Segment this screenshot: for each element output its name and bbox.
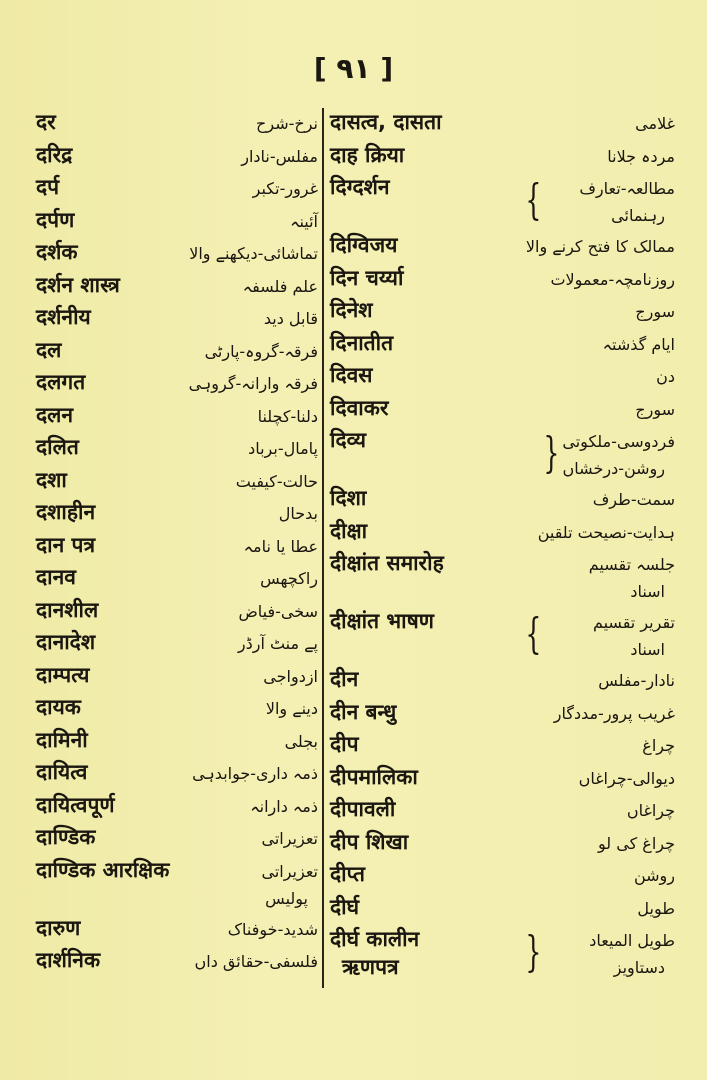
urdu-meaning: قابل دید	[263, 309, 318, 328]
urdu-meaning: حالت-کیفیت	[235, 471, 318, 491]
urdu-meaning: فردوسی-ملکوتی	[562, 432, 675, 451]
hindi-headword: दीक्षांत समारोह	[330, 551, 444, 575]
urdu-meaning: علم فلسفہ	[242, 276, 318, 296]
dictionary-entry	[36, 531, 318, 564]
hindi-headword: दिनेश	[330, 298, 373, 322]
urdu-meaning: غلامی	[635, 114, 675, 133]
hindi-headword: दानादेश	[36, 630, 96, 654]
dictionary-entry	[330, 665, 675, 698]
urdu-meaning: ممالک کا فتح کرنے والا	[525, 237, 675, 256]
dictionary-entry	[36, 141, 318, 174]
urdu-meaning: فرقہ وارانہ-گروہی	[188, 374, 318, 393]
dictionary-entry	[36, 726, 318, 759]
urdu-meaning: مفلس-نادار	[241, 146, 318, 166]
brace-icon: }	[525, 927, 542, 976]
urdu-meaning-continued: رہنمائی	[611, 206, 665, 225]
hindi-headword: दिशा	[330, 486, 367, 510]
hindi-headword: दर्प	[36, 175, 60, 199]
hindi-headword: दानशील	[36, 597, 99, 622]
dictionary-entry	[36, 914, 318, 947]
hindi-headword: दिवाकर	[330, 395, 389, 420]
urdu-meaning: نادار-مفلس	[598, 671, 675, 690]
dictionary-entry	[36, 823, 318, 856]
brace-icon: }	[543, 428, 560, 477]
urdu-meaning: روزنامچہ-معمولات	[550, 269, 675, 289]
urdu-meaning: سورج	[635, 302, 675, 321]
urdu-meaning: دلنا-کچلنا	[257, 406, 318, 426]
dictionary-entry	[36, 856, 318, 914]
urdu-meaning: تعزیراتی	[261, 829, 318, 848]
hindi-headword: दर्शक	[36, 240, 78, 264]
urdu-meaning: سمت-طرف	[592, 490, 675, 509]
urdu-meaning: روشن	[633, 866, 675, 885]
hindi-headword: दायित्व	[36, 760, 88, 784]
dictionary-entry	[330, 607, 675, 665]
hindi-headword: दाम्पत्य	[36, 662, 90, 687]
hindi-headword: दशा	[36, 467, 67, 492]
urdu-meaning: سورج	[635, 399, 675, 419]
urdu-meaning: مردہ جلانا	[607, 146, 675, 166]
dictionary-entry	[36, 336, 318, 369]
urdu-meaning: شدید-خوفناک	[227, 919, 318, 939]
hindi-headword: दीप्त	[330, 862, 366, 886]
hindi-headword: दिवस	[330, 363, 373, 387]
urdu-meaning: دن	[656, 367, 675, 386]
dictionary-entry	[36, 946, 318, 979]
hindi-headword: दीक्षांत भाषण	[330, 609, 434, 633]
dictionary-entry	[330, 860, 675, 893]
urdu-meaning: چراغ کی لو	[598, 833, 675, 853]
dictionary-entry	[36, 173, 318, 206]
dictionary-entry	[330, 484, 675, 517]
dictionary-entry	[330, 264, 675, 297]
dictionary-entry	[330, 426, 675, 484]
right-column	[330, 108, 675, 983]
urdu-meaning: ہدایت-نصیحت تلقین	[537, 522, 675, 542]
hindi-headword: दिग्विजय	[330, 233, 398, 257]
hindi-headword: दीक्षा	[330, 518, 368, 543]
dictionary-entry	[330, 828, 675, 861]
urdu-meaning: عطا یا نامہ	[243, 536, 318, 556]
hindi-headword: दर्शनीय	[36, 305, 91, 329]
dictionary-entry	[36, 108, 318, 141]
dictionary-entry	[36, 563, 318, 596]
urdu-meaning: دیوالی-چراغاں	[578, 768, 675, 788]
hindi-headword: दीप शिखा	[330, 829, 409, 854]
dictionary-entry	[330, 925, 675, 983]
urdu-meaning: پامال-برباد	[248, 439, 318, 458]
urdu-meaning: تعزیراتی	[261, 861, 318, 881]
hindi-headword: दलन	[36, 402, 74, 427]
hindi-headword: दीर्घ कालीन	[330, 927, 420, 951]
urdu-meaning: سخی-فیاض	[238, 601, 318, 621]
urdu-meaning: مطالعہ-تعارف	[579, 179, 675, 198]
urdu-meaning: دینے والا	[265, 699, 318, 718]
urdu-meaning-continued: دستاویز	[613, 958, 665, 977]
hindi-headword: दल	[36, 337, 62, 362]
dictionary-entry	[36, 401, 318, 434]
urdu-meaning: پے منٹ آرڈر	[237, 634, 318, 653]
urdu-meaning-continued: پولیس	[265, 888, 308, 908]
dictionary-entry	[330, 795, 675, 828]
dictionary-entry	[330, 296, 675, 329]
urdu-meaning: غرور-تکبر	[252, 179, 318, 198]
hindi-headword: दर्पण	[36, 207, 75, 232]
urdu-meaning: بدحال	[278, 504, 318, 523]
hindi-headword: दर	[36, 110, 56, 134]
urdu-meaning: ذمہ داری-جوابدہی	[192, 764, 318, 783]
hindi-headword: दायित्वपूर्ण	[36, 792, 115, 817]
dictionary-entry	[36, 791, 318, 824]
dictionary-entry	[36, 498, 318, 531]
hindi-headword: दामिनी	[36, 727, 88, 752]
dictionary-entry	[36, 661, 318, 694]
hindi-headword: दिव्य	[330, 428, 366, 452]
brace-icon: {	[525, 175, 542, 224]
column-divider	[322, 108, 324, 988]
urdu-meaning-continued: اسناد	[630, 640, 665, 659]
dictionary-entry	[36, 466, 318, 499]
hindi-headword: दानव	[36, 565, 76, 589]
hindi-headword: दीपमालिका	[330, 764, 418, 789]
dictionary-entry	[36, 303, 318, 336]
urdu-meaning: ذمہ دارانہ	[250, 796, 318, 816]
hindi-headword: दायक	[36, 695, 81, 719]
hindi-headword: दीन	[330, 667, 359, 691]
dictionary-entry	[330, 231, 675, 264]
dictionary-entry	[330, 141, 675, 174]
hindi-headword: दाण्डिक	[36, 825, 96, 849]
dictionary-entry	[330, 517, 675, 550]
dictionary-entry	[36, 758, 318, 791]
urdu-meaning: جلسہ تقسیم	[588, 555, 675, 574]
urdu-meaning-continued: اسناد	[630, 582, 665, 601]
dictionary-entry	[36, 206, 318, 239]
dictionary-entry	[330, 329, 675, 362]
hindi-headword: दासत्व, दासता	[330, 110, 442, 134]
urdu-meaning: غریب پرور-مددگار	[553, 703, 675, 723]
urdu-meaning: تماشائی-دیکھنے والا	[189, 244, 318, 263]
dictionary-entry	[330, 173, 675, 231]
urdu-meaning: تقریر تقسیم	[592, 613, 675, 632]
hindi-headword: दरिद्र	[36, 142, 73, 167]
urdu-meaning: چراغاں	[626, 801, 675, 820]
page-number: [ ٩١ ]	[313, 52, 394, 85]
dictionary-entry	[330, 394, 675, 427]
dictionary-entry	[36, 238, 318, 271]
dictionary-entry	[330, 893, 675, 926]
hindi-headword: दीपावली	[330, 797, 396, 821]
urdu-meaning: ایام گذشتہ	[602, 334, 675, 354]
hindi-headword: दिनातीत	[330, 330, 394, 355]
dictionary-entry	[330, 763, 675, 796]
dictionary-entry	[330, 698, 675, 731]
dictionary-entry	[36, 628, 318, 661]
dictionary-entry	[330, 108, 675, 141]
hindi-headword: दाण्डिक आरक्षिक	[36, 857, 170, 882]
dictionary-entry	[36, 433, 318, 466]
hindi-headword: दाह क्रिया	[330, 142, 405, 167]
urdu-meaning: آئینہ	[290, 211, 318, 231]
dictionary-entry	[36, 368, 318, 401]
urdu-meaning: نرخ-شرح	[256, 114, 318, 133]
hindi-headword: दीर्घ	[330, 894, 360, 919]
dictionary-entry	[36, 693, 318, 726]
dictionary-entry	[330, 730, 675, 763]
urdu-meaning: بجلی	[284, 731, 318, 751]
urdu-meaning: طویل المیعاد	[589, 931, 675, 950]
urdu-meaning: چراغ	[642, 736, 675, 755]
urdu-meaning: فلسفی-حقائق داں	[194, 952, 318, 971]
urdu-meaning-continued: روشن-درخشاں	[562, 459, 665, 478]
hindi-headword: दलित	[36, 435, 79, 459]
brace-icon: {	[525, 609, 542, 658]
dictionary-entry	[36, 271, 318, 304]
dictionary-entry	[36, 596, 318, 629]
hindi-headword: दर्शन शास्त्र	[36, 272, 120, 297]
urdu-meaning: فرقہ-گروہ-پارٹی	[204, 341, 318, 361]
dictionary-entry	[330, 361, 675, 394]
dictionary-entry	[330, 549, 675, 607]
urdu-meaning: راکچھس	[260, 569, 318, 588]
hindi-headword: दीप	[330, 732, 359, 756]
hindi-headword: दारुण	[36, 915, 81, 940]
hindi-headword: दलगत	[36, 370, 86, 394]
hindi-headword: दिन चर्य्या	[330, 265, 404, 290]
hindi-headword-continued: ऋणपत्र	[342, 955, 399, 979]
left-column	[36, 108, 318, 979]
hindi-headword: दान पत्र	[36, 532, 96, 557]
urdu-meaning: طویل	[637, 898, 675, 918]
hindi-headword: दशाहीन	[36, 500, 96, 524]
hindi-headword: दार्शनिक	[36, 948, 101, 972]
hindi-headword: दीन बन्धु	[330, 699, 397, 724]
hindi-headword: दिग्दर्शन	[330, 175, 390, 199]
urdu-meaning: ازدواجی	[263, 666, 318, 686]
